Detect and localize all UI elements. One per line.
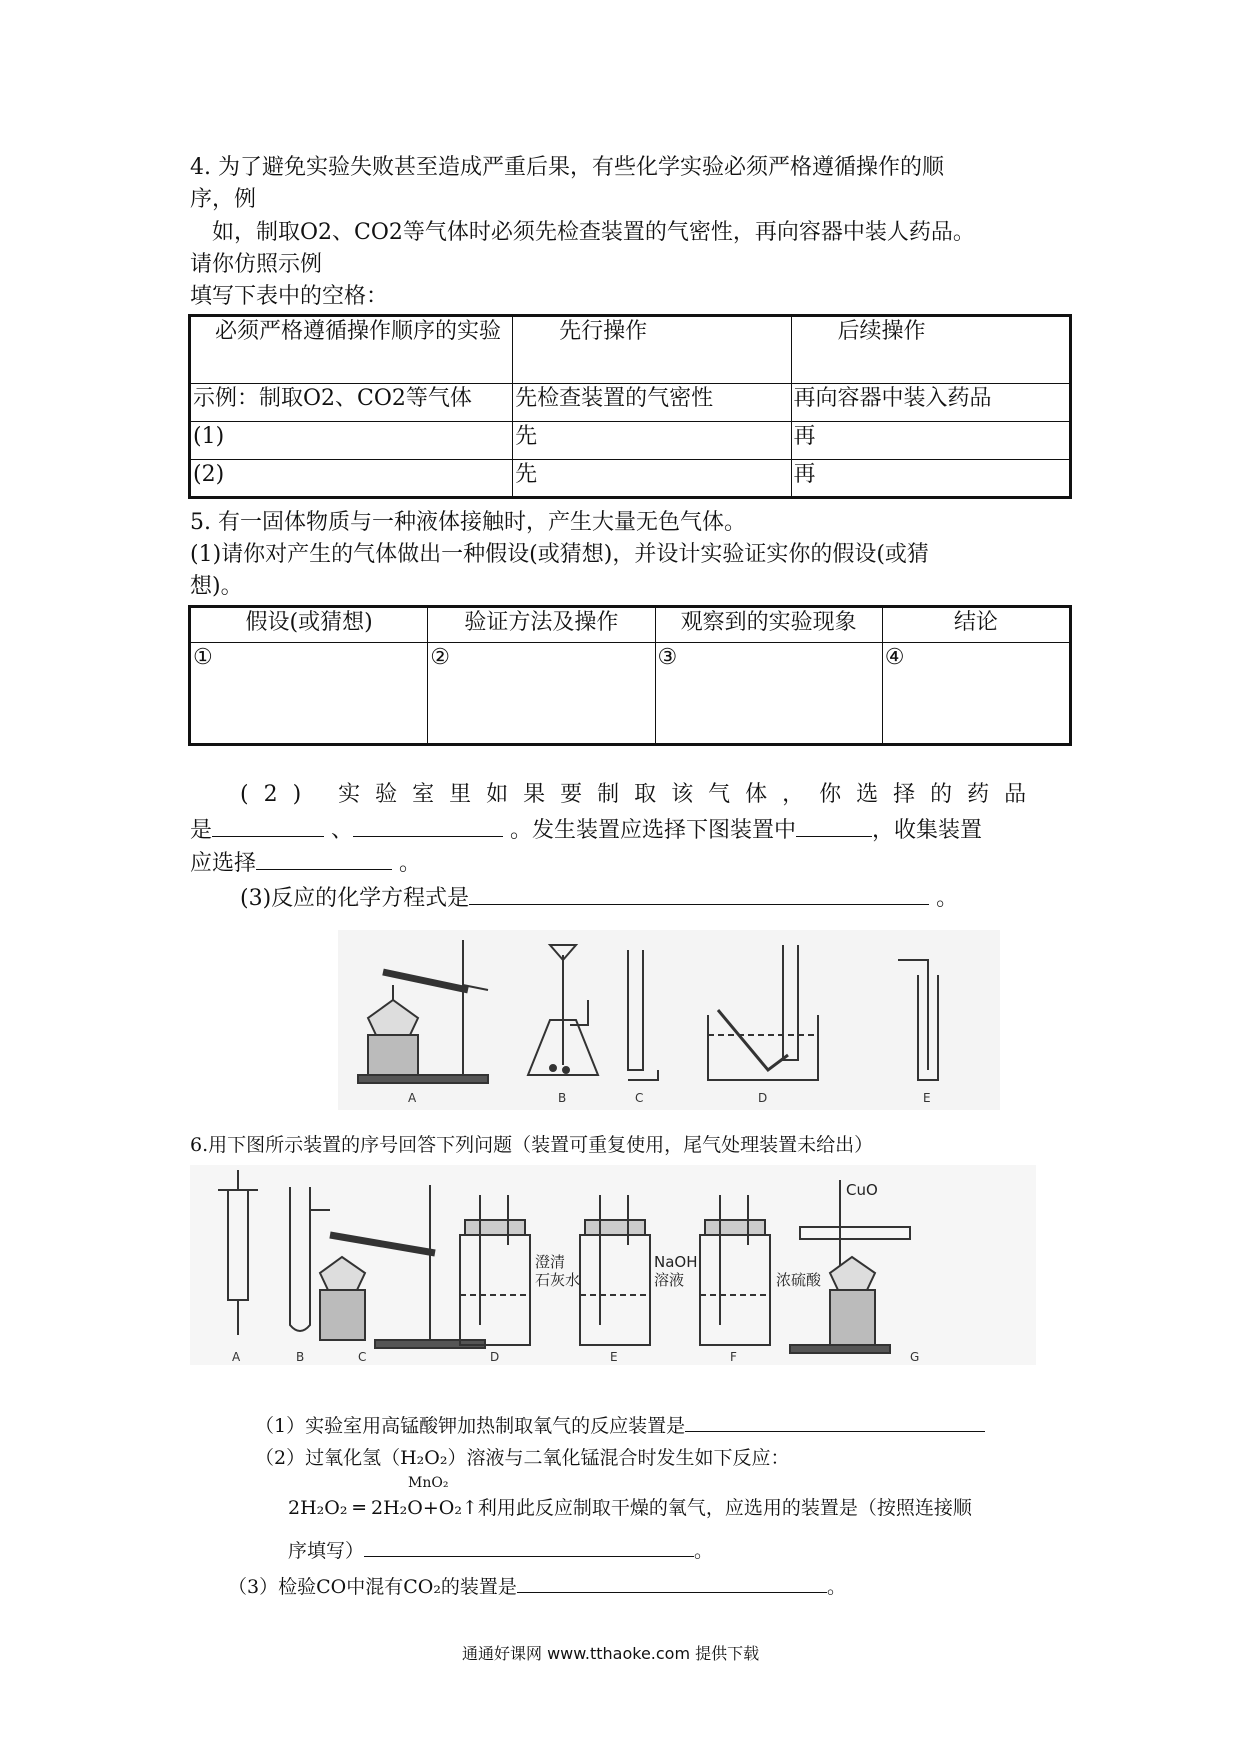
text: ，收集装置 <box>872 818 983 843</box>
q4-line4: 请你仿照示例 <box>190 252 323 277</box>
answer-blank[interactable] <box>796 812 872 837</box>
q5-part2-end <box>190 845 421 879</box>
figure-label: A <box>408 1091 417 1105</box>
apparatus-figure-2 <box>190 1165 1036 1365</box>
equation-sign: ═ <box>353 1497 365 1519</box>
table-cell: (2) <box>190 460 513 498</box>
table-cell: (1) <box>190 422 513 460</box>
table-cell: ④ <box>882 643 1070 745</box>
figure-label: F <box>730 1350 737 1364</box>
text: (3)反应的化学方程式是 <box>240 886 470 911</box>
text: 、 <box>331 818 354 843</box>
table-cell: 再 <box>791 460 1070 498</box>
table-header: 先行操作 <box>513 316 791 384</box>
q4-line5: 填写下表中的空格： <box>190 284 389 309</box>
answer-blank[interactable] <box>469 880 929 905</box>
text: 序填写） <box>288 1540 365 1562</box>
hypothesis-table <box>188 605 1072 746</box>
table-cell: 先 <box>513 460 791 498</box>
table-cell: ③ <box>655 643 882 745</box>
text: （3）检验CO中混有CO₂的装置是 <box>228 1576 517 1598</box>
text: 利用此反应制取干燥的氧气，应选用的装置是（按照连接顺 <box>477 1497 972 1519</box>
q4-line2: 序，例 <box>190 187 257 212</box>
answer-blank[interactable] <box>353 812 503 837</box>
equation-right: 2H₂O+O₂↑ <box>371 1497 478 1519</box>
table-cell: 先 <box>513 422 791 460</box>
equation-left: 2H₂O₂ <box>288 1497 348 1519</box>
q6-equation <box>288 1493 972 1523</box>
sequence-table <box>188 314 1072 499</box>
figure-label: C <box>358 1350 367 1364</box>
q5-part2-start: (2) 实验室里如果要制取该气体，你选择的药品 <box>240 782 1042 807</box>
figure-label: D <box>758 1091 768 1105</box>
table-cell: 示例：制取O2、CO2等气体 <box>190 384 513 422</box>
q6-part2-cont <box>288 1532 713 1566</box>
figure-label: B <box>558 1091 567 1105</box>
answer-blank[interactable] <box>364 1532 694 1557</box>
figure-label: D <box>490 1350 500 1364</box>
table-header: 假设(或猜想) <box>190 607 428 643</box>
q6-title: 6.用下图所示装置的序号回答下列问题（装置可重复使用，尾气处理装置未给出） <box>190 1134 874 1156</box>
q6-part2: （2）过氧化氢（H₂O₂）溶液与二氧化锰混合时发生如下反应： <box>255 1447 790 1469</box>
figure-label: E <box>610 1350 618 1364</box>
figure-label: B <box>296 1350 305 1364</box>
figure-text: NaOH <box>654 1253 698 1271</box>
figure-text: 浓硫酸 <box>776 1271 822 1289</box>
page-footer: 通通好课网 www.tthaoke.com 提供下载 <box>462 1644 760 1663</box>
table-header: 观察到的实验现象 <box>655 607 882 643</box>
table-header: 后续操作 <box>791 316 1070 384</box>
text: 。 <box>826 1576 846 1598</box>
answer-blank[interactable] <box>517 1568 827 1593</box>
q5-part3 <box>240 880 958 914</box>
apparatus-figure-1 <box>338 930 1000 1110</box>
figure-label: A <box>232 1350 241 1364</box>
answer-blank[interactable] <box>256 845 392 870</box>
answer-blank[interactable] <box>685 1407 985 1432</box>
text: （1）实验室用高锰酸钾加热制取氧气的反应装置是 <box>255 1415 686 1437</box>
table-header: 结论 <box>882 607 1070 643</box>
table-cell: 再 <box>791 422 1070 460</box>
figure-text: 溶液 <box>654 1271 685 1289</box>
table-cell: 先检查装置的气密性 <box>513 384 791 422</box>
q4-line1: 4. 为了避免实验失败甚至造成严重后果，有些化学实验必须严格遵循操作的顺 <box>190 155 944 180</box>
q4-line3: 如，制取O2、CO2等气体时必须先检查装置的气密性，再向容器中装人药品。 <box>190 220 975 245</box>
text: 。 <box>936 886 959 911</box>
figure-background <box>190 1165 1036 1365</box>
figure-text: 石灰水 <box>535 1271 581 1289</box>
figure-text: 澄清 <box>535 1253 566 1271</box>
catalyst-label: MnO₂ <box>408 1475 449 1491</box>
q5-line2: (1)请你对产生的气体做出一种假设(或猜想)，并设计实验证实你的假设(或猜 <box>190 542 929 567</box>
table-cell: 再向容器中装入药品 <box>791 384 1070 422</box>
figure-text: CuO <box>846 1181 878 1199</box>
q6-part1 <box>255 1407 985 1441</box>
table-cell: ① <box>190 643 428 745</box>
text: 应选择 <box>190 851 257 876</box>
q5-part2-line <box>190 812 982 846</box>
text: 。发生装置应选择下图装置中 <box>510 818 797 843</box>
answer-blank[interactable] <box>212 812 324 837</box>
q5-line1: 5. 有一固体物质与一种液体接触时，产生大量无色气体。 <box>190 510 746 535</box>
figure-label: E <box>923 1091 931 1105</box>
q5-line3: 想)。 <box>190 574 243 599</box>
text: 是 <box>190 818 213 843</box>
figure-label: C <box>635 1091 644 1105</box>
q6-part3 <box>228 1568 846 1602</box>
table-header: 必须严格遵循操作顺序的实验 <box>190 316 513 384</box>
text: 。 <box>399 851 422 876</box>
figure-label: G <box>910 1350 920 1364</box>
table-header: 验证方法及操作 <box>428 607 655 643</box>
text: 。 <box>694 1540 714 1562</box>
table-cell: ② <box>428 643 655 745</box>
